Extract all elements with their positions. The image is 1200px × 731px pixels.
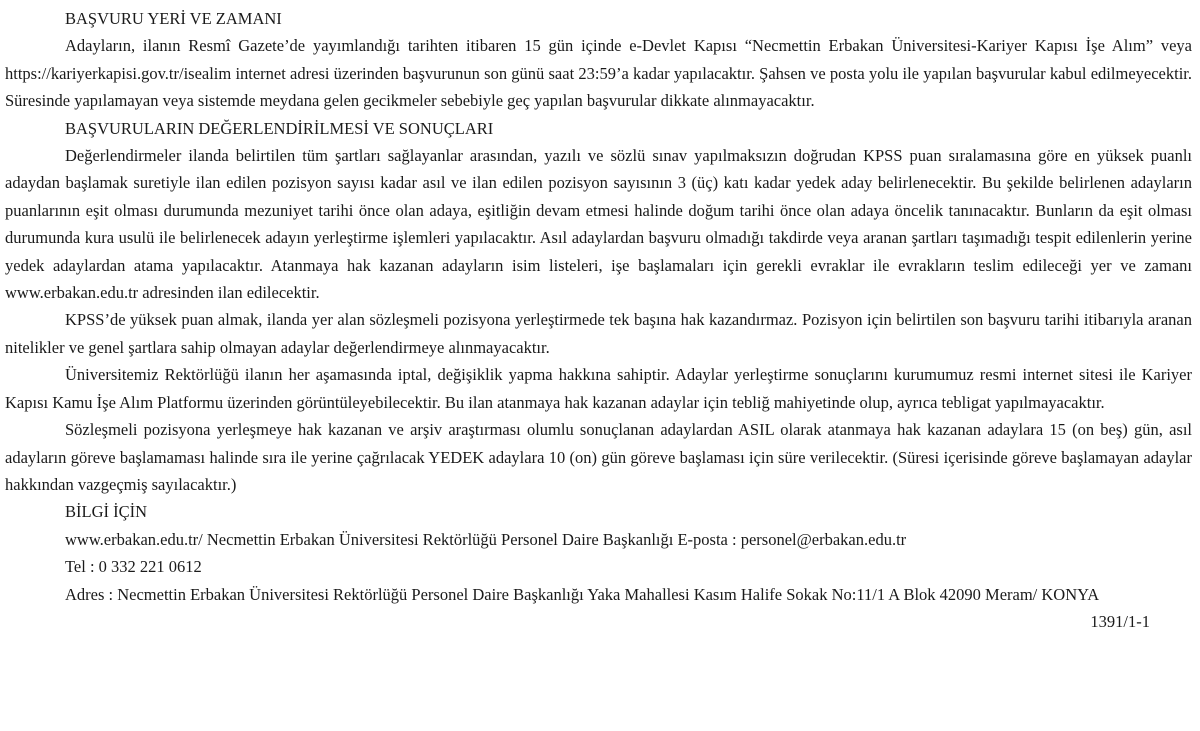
paragraph-start-duty-periods: Sözleşmeli pozisyona yerleşmeye hak kazanan ve arşiv araştırması olumlu sonuçlanan adaylardan ASIL olarak atanmaya hak kazanan adaylara 15 (on beş) gün, asıl adayların göreve başlamaması halinde sıra ile yerine çağrılacak YEDEK adaylara 10 (on) gün göreve başlaması için süre verilecektir. (Süresi içerisinde göreve başlamayan adaylar hakkından vazgeçmiş sayılacaktır.) xyxy=(5,420,1192,494)
paragraph-rectorate-rights: Üniversitemiz Rektörlüğü ilanın her aşamasında iptal, değişiklik yapma hakkına sahiptir. Adaylar yerleştirme sonuçlarını kurumumuz resmi internet sitesi ile Kariyer Kapısı Kamu İşe Alım Platformu üzerinden görüntüleyebilecektir. Bu ilan atanmaya hak kazanan adaylar için tebliğ mahiyetinde olup, ayrıca tebligat yapılmayacaktır. xyxy=(5,365,1192,412)
paragraph-application-place-time: Adayların, ilanın Resmî Gazete’de yayımlandığı tarihten itibaren 15 gün içinde e-Devlet Kapısı “Necmettin Erbakan Üniversitesi-Kariyer Kapısı İşe Alım” veya https://kariyerkapisi.gov.tr/isealim internet adresi üzerinden başvurunun son günü saat 23:59’a kadar yapılacaktır. Şahsen ve posta yolu ile yapılan başvurular kabul edilmeyecektir. Süresinde yapılamayan veya sistemde meydana gelen gecikmeler sebebiyle geç yapılan başvurular dikkate alınmayacaktır. xyxy=(5,36,1192,111)
section-heading-basvuru-yeri-ve-zamani: BAŞVURU YERİ VE ZAMANI xyxy=(65,9,282,28)
contact-phone-line: Tel : 0 332 221 0612 xyxy=(65,557,202,577)
contact-address-line: Adres : Necmettin Erbakan Üniversitesi Rektörlüğü Personel Daire Başkanlığı Yaka Mahallesi Kasım Halife Sokak No:11/1 A Blok 42090 Meram/ KONYA xyxy=(65,584,1100,604)
paragraph-evaluation-process: Değerlendirmeler ilanda belirtilen tüm şartları sağlayanlar arasından, yazılı ve sözlü sınav yapılmaksızın doğrudan KPSS puan sıralamasına göre en yüksek puanlı adaydan başlamak suretiyle ilan edilen pozisyon sayısı kadar asıl ve ilan edilen pozisyon sayısının 3 (üç) katı kadar yedek aday belirlenecektir. Bu şekilde belirlenen adayların puanlarının eşit olması durumunda mezuniyet tarihi önce olan adaya, eşitliğin devam etmesi halinde doğum tarihi önce olan adaya öncelik tanınacaktır. Bunların da eşit olması durumunda kura usulü ile belirlenecek adayın yerleştirme işlemleri yapılacaktır. Asıl adaylardan başvuru olmadığı takdirde veya aranan şartları taşımadığı tespit edilenlerin yerine yedek adaylardan atama yapılacaktır. Atanmaya hak kazanan adayların isim listeleri, işe başlamaları için gerekli evraklar ile evrakların teslim edileceği yer ve zamanı www.erbakan.edu.tr adresinden ilan edilecektir. xyxy=(5,146,1192,303)
section-heading-bilgi-icin: BİLGİ İÇİN xyxy=(65,502,148,522)
page-reference-number: 1391/1-1 xyxy=(1090,611,1150,631)
section-heading-basvurularin-degerlendirilmesi: BAŞVURULARIN DEĞERLENDİRİLMESİ VE SONUÇLARI xyxy=(65,118,494,138)
contact-web-email-line: www.erbakan.edu.tr/ Necmettin Erbakan Üniversitesi Rektörlüğü Personel Daire Başkanlığı E-posta : personel@erbakan.edu.tr xyxy=(65,529,907,549)
paragraph-kpss-score-note: KPSS’de yüksek puan almak, ilanda yer alan sözleşmeli pozisyona yerleştirmede tek başına hak kazandırmaz. Pozisyon için belirtilen son başvuru tarihi itibarıyla aranan nitelikler ve genel şartlara sahip olmayan adaylar değerlendirmeye alınmayacaktır. xyxy=(5,310,1192,357)
